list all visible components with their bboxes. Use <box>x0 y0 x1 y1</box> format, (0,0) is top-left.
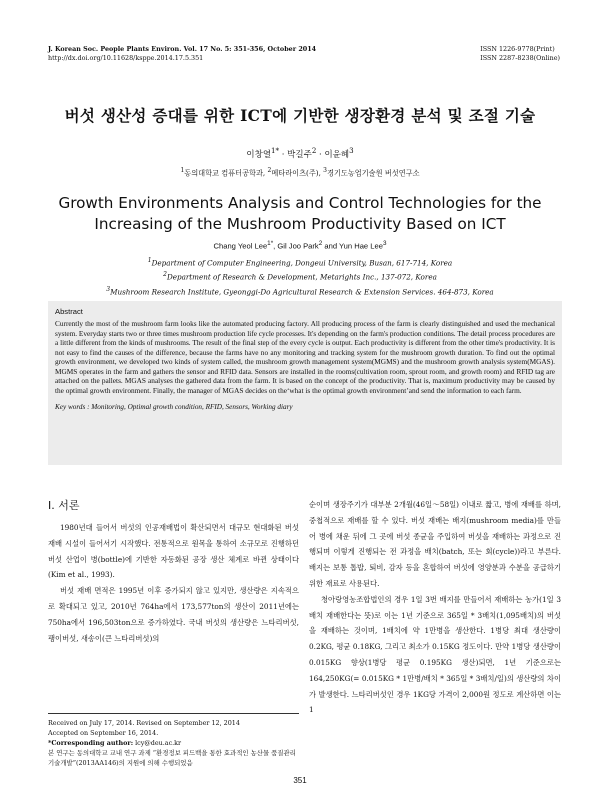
journal-header <box>48 45 316 63</box>
abstract-box <box>48 301 562 465</box>
paragraph: 청아랑영농조합법인의 경우 1일 3번 배지를 만들어서 재배하는 농가(1일 3배치 재배한다는 뜻)로 이는 1년 기준으로 365일 * 3배치(1,095배치)의 버섯을 재배하는 것이며, 1배치에 약 1만병을 생산한다. 1병당 최대 생산량이 0.2KG, 평균 0.18KG, 그리고 최소가 0.15KG 정도이다. 만약 1병당 생산량이 0.015KG 향상(1병당 평균 0.195KG 생산)되면, 1년 기준으로는 164,250KG(= 0.015KG * 1만병/배치 * 365일 * 3배치/일)의 생산량의 차이가 발생한다. 느타리버섯인 경우 1KG당 가격이 2,000원 정도로 계산하면 이는 1 <box>309 594 561 715</box>
received-date: Received on July 17, 2014. Revised on September 12, 2014 <box>48 719 240 727</box>
affiliations-korean: $^1$동의대학교 컴퓨터공학과, $^2$메타라이츠(주), $^3$경기도농업기술원 버섯연구소 <box>180 167 420 178</box>
page-number: 351 <box>293 776 307 785</box>
paragraph: 순이며 생장주기가 대부분 2개월(46일～58일) 이내로 짧고, 병에 재배를 하며, 중첩적으로 재배를 할 수 있다. 버섯 재배는 배지(mushroom media)를 만들어 병에 채운 뒤에 그 곳에 버섯 종균을 주입하여 버섯을 재배하는 과정으로 진행되며 이렇게 진행되는 전 과정을 배치(batch, 또는 회(cycle))라고 부른다. 배지는 보통 톱밥, 퇴비, 감자 등을 혼합하여 버섯에 영양분과 수분을 공급하기 위한 재료로 사용된다. <box>309 500 561 588</box>
abstract-heading: Abstract <box>55 307 83 316</box>
paragraph: 버섯 재배 면적은 1995년 이후 증가되지 않고 있지만, 생산량은 지속적으로 확대되고 있고, 2010년 764ha에서 173,577ton의 생산이 2011년에는 750ha에서 196,503ton으로 증가하였다. 국내 버섯의 생산량은 느타리버섯, 팽이버섯, 새송이(큰 느타리버섯)의 <box>48 586 299 643</box>
journal-citation: J. Korean Soc. People Plants Environ. Vol. 17 No. 5: 351-356, October 2014 <box>48 45 317 53</box>
keywords: Key words : Monitoring, Optimal growth condition, RFID, Sensors, Working diary <box>55 403 293 411</box>
corresponding-email[interactable]: lcy@deu.ac.kr <box>133 739 182 747</box>
accepted-date: Accepted on September 16, 2014. <box>48 729 159 737</box>
issn-online: ISSN 2287-8238(Online) <box>480 54 560 62</box>
left-column <box>48 520 299 646</box>
title-english: Growth Environments Analysis and Control Technologies for the Increasing of the Mushroom Productivity Based on ICT <box>58 194 542 233</box>
footnote <box>48 713 299 768</box>
corresponding-author: *Corresponding author: lcy@deu.ac.kr <box>48 739 182 747</box>
authors-korean: 이창열$^{1*}$ · 박길주$^2$ · 이윤혜$^3$ <box>246 146 354 160</box>
authors-english: Chang Yeol Lee$^{1*}$, Gil Joo Park$^2$ and Yun Hae Lee$^3$ <box>213 240 387 251</box>
funding-note: 본 연구는 동의대학교 교내 연구 과제 “환경정보 피드백을 통한 효과적인 농산물 품질관리기술개발”(2013AA146)의 지원에 의해 수행되었음 <box>48 749 296 767</box>
affiliations-english: $^1$Department of Computer Engineering, Dongeui University, Busan, 617-714, Korea $^2$Department of Research & Development, Metarights Inc., 137-072, Korea $^3$Mushroom Research Institute, Gyeonggi-Do Agricultural Research & Extension Services. 464-873, Korea <box>106 257 494 297</box>
doi-link[interactable]: http://dx.doi.org/10.11628/ksppe.2014.17.5.351 <box>48 54 204 62</box>
issn-block <box>480 45 560 63</box>
title-korean: 버섯 생산성 증대를 위한 ICT에 기반한 생장환경 분석 및 조절 기술 <box>64 106 536 125</box>
paragraph: 1980년대 들어서 버섯의 인공재배법이 확산되면서 대규모 현대화된 버섯 재배 시설이 들어서기 시작했다. 전통적으로 원목을 통하여 소규모로 진행하던 버섯 산업이 병(bottle)에 기반한 자동화된 공장 생산 체계로 바뀐 상태이다(Kim et al., 1993). <box>48 523 299 580</box>
abstract-text: Currently the most of the mushroom farm looks like the automated producing factory. All producing process of the farm is clearly distinguished and used the mechanical system. Everyday starts two or three times mushroom production life cycle processes. It's depending on the farm's production conditions. The detail process procedures are a little different from the kinds of mushrooms. The result of the final step of the every cycle is output. Each productivity is different from the other time's productivity. It is not easy to find the causes of the difference, because the farms have no any monitoring and tracking system for the mushroom growth duration. To find out the optimal growth environment, we developed two kinds of system called, the mushroom growth management system(MGMS) and the mushroom growth analysis system(MGAS). MGMS operates in the farm and gathers the sensor and RFID data. Sensors are installed in the rooms(cultivation room, sprout room, and growth room) and RFID tag are attached on the pallets. MGAS analyses the gathered data from the farm. It is based on the concept of the productivity. That is, maximum productivity may be caused by the optimal growth environment. Finally, the manager of MGAS decides on the‘what is the optimal growth environment’and send the information to each farm. <box>55 319 555 395</box>
section-heading-introduction: Ⅰ. 서론 <box>48 499 80 512</box>
issn-print: ISSN 1226-9778(Print) <box>480 45 555 53</box>
right-column <box>309 497 561 718</box>
